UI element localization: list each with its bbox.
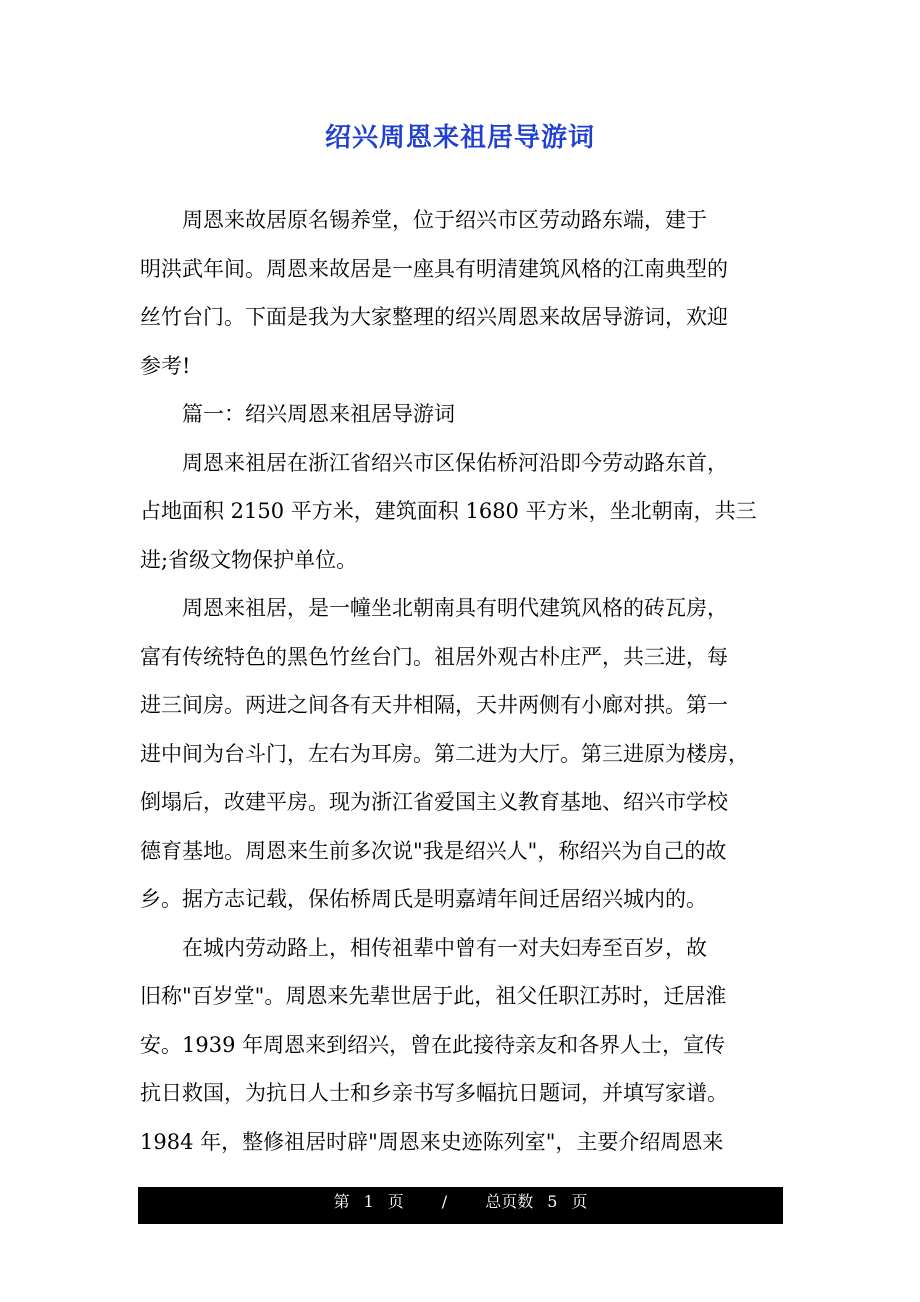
section-heading — [140, 390, 780, 439]
text-line: 明洪武年间。周恩来故居是一座具有明清建筑风格的江南典型的 — [140, 256, 728, 281]
total-suffix: 页 — [571, 1192, 588, 1211]
page-number: 1 — [363, 1192, 374, 1211]
text-line: 周恩来故居原名锡养堂，位于绍兴市区劳动路东端，建于 — [182, 208, 707, 232]
text-line: 乡。据方志记载，保佑桥周氏是明嘉靖年间迁居绍兴城内的。 — [140, 887, 707, 911]
page-suffix: 页 — [387, 1192, 404, 1211]
text-line: 参考! — [140, 353, 191, 378]
paragraph-intro — [140, 196, 780, 390]
text-line: 1984 年，整修祖居时辟"周恩来史迹陈列室"，主要介绍周恩来 — [140, 1129, 724, 1154]
paragraph-history — [140, 924, 780, 1167]
text-line: 占地面积 2150 平方米，建筑面积 1680 平方米，坐北朝南，共三 — [140, 499, 757, 523]
text-line: 丝竹台门。下面是我为大家整理的绍兴周恩来故居导游词，欢迎 — [140, 305, 728, 329]
text-line: 倒塌后，改建平房。现为浙江省爱国主义教育基地、绍兴市学校 — [140, 790, 728, 814]
text-line: 旧称"百岁堂"。周恩来先辈世居于此，祖父任职江苏时，迁居淮 — [140, 984, 727, 1008]
text-line: 进三间房。两进之间各有天井相隔，天井两侧有小廊对拱。第一 — [140, 693, 728, 717]
text-line: 周恩来祖居，是一幢坐北朝南具有明代建筑风格的砖瓦房， — [182, 596, 728, 620]
text-line: 周恩来祖居在浙江省绍兴市区保佑桥河沿即今劳动路东首， — [182, 450, 728, 475]
document-body — [140, 196, 780, 1166]
text-line: 篇一：绍兴周恩来祖居导游词 — [182, 402, 455, 426]
text-line: 安。1939 年周恩来到绍兴，曾在此接待亲友和各界人士，宣传 — [140, 1032, 726, 1057]
text-line: 抗日救国，为抗日人士和乡亲书写多幅抗日题词，并填写家谱。 — [140, 1081, 728, 1105]
page-prefix: 第 — [333, 1192, 350, 1211]
document-title: 绍兴周恩来祖居导游词 — [324, 123, 595, 153]
text-line: 在城内劳动路上，相传祖辈中曾有一对夫妇寿至百岁，故 — [182, 935, 707, 960]
text-line: 富有传统特色的黑色竹丝台门。祖居外观古朴庄严，共三进，每 — [140, 644, 728, 669]
paragraph-architecture — [140, 584, 780, 924]
text-line: 德育基地。周恩来生前多次说"我是绍兴人"，称绍兴为自己的故 — [140, 838, 727, 863]
text-line: 进;省级文物保护单位。 — [140, 547, 358, 572]
page-separator: / — [441, 1192, 448, 1211]
page-footer — [138, 1187, 783, 1224]
text-line: 进中间为台斗门，左右为耳房。第二进为大厅。第三进原为楼房， — [140, 741, 749, 766]
paragraph-location — [140, 439, 780, 585]
total-prefix: 总页数 — [485, 1192, 534, 1211]
total-pages: 5 — [547, 1192, 558, 1211]
